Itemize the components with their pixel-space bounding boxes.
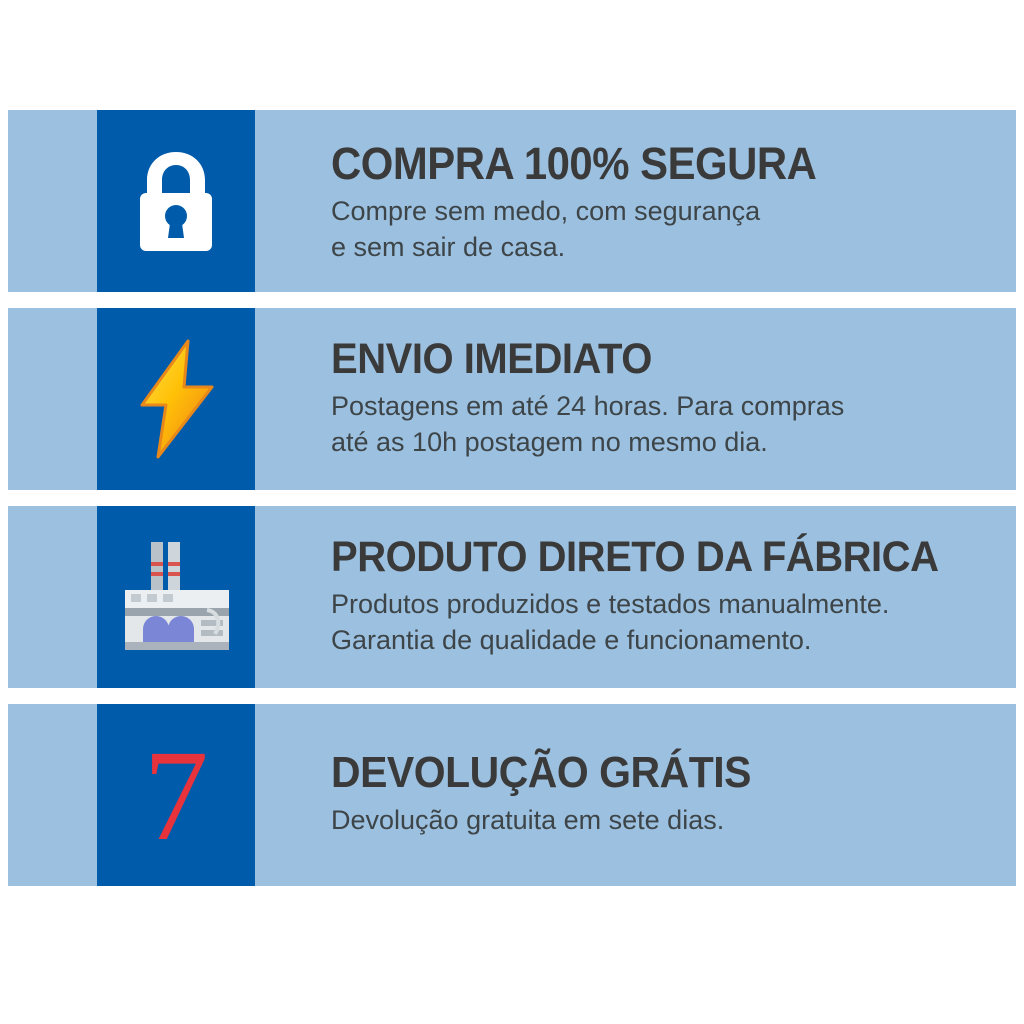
- subline-free-return-1: Devolução gratuita em sete dias.: [331, 805, 725, 836]
- icon-panel-fast-shipping: [97, 308, 255, 490]
- benefits-list: [8, 110, 1016, 886]
- headline-secure-purchase: COMPRA 100% SEGURA: [331, 137, 817, 189]
- benefit-banner-fast-shipping: [8, 308, 1016, 490]
- headline-free-return: DEVOLUÇÃO GRÁTIS: [331, 748, 751, 798]
- subline-factory-direct-2: Garantia de qualidade e funcionamento.: [331, 624, 812, 655]
- icon-panel-secure-purchase: [97, 110, 255, 292]
- headline-fast-shipping: ENVIO IMEDIATO: [331, 334, 652, 383]
- text-block-fast-shipping: [255, 308, 1016, 490]
- text-block-secure-purchase: [255, 110, 1016, 292]
- subline-secure-purchase-2: e sem sair de casa.: [331, 231, 566, 262]
- icon-panel-free-return: [97, 704, 255, 886]
- subline-fast-shipping-1: Postagens em até 24 horas. Para compras: [331, 390, 845, 421]
- svg-text:7: 7: [143, 735, 209, 855]
- subline-fast-shipping-2: até as 10h postagem no mesmo dia.: [331, 426, 768, 457]
- subline-factory-direct-1: Produtos produzidos e testados manualmente.: [331, 588, 890, 619]
- padlock-icon: [130, 146, 222, 256]
- lightning-bolt-icon: [128, 337, 224, 461]
- factory-icon: [111, 532, 241, 662]
- benefit-banner-free-return: [8, 704, 1016, 886]
- text-block-free-return: [255, 704, 1016, 886]
- headline-factory-direct: PRODUTO DIRETO DA FÁBRICA: [331, 532, 939, 581]
- icon-panel-factory-direct: [97, 506, 255, 688]
- benefit-banner-secure-purchase: [8, 110, 1016, 292]
- seven-days-icon: [126, 735, 226, 855]
- benefit-banner-factory-direct: [8, 506, 1016, 688]
- text-block-factory-direct: [255, 506, 1016, 688]
- subline-secure-purchase-1: Compre sem medo, com segurança: [331, 195, 761, 226]
